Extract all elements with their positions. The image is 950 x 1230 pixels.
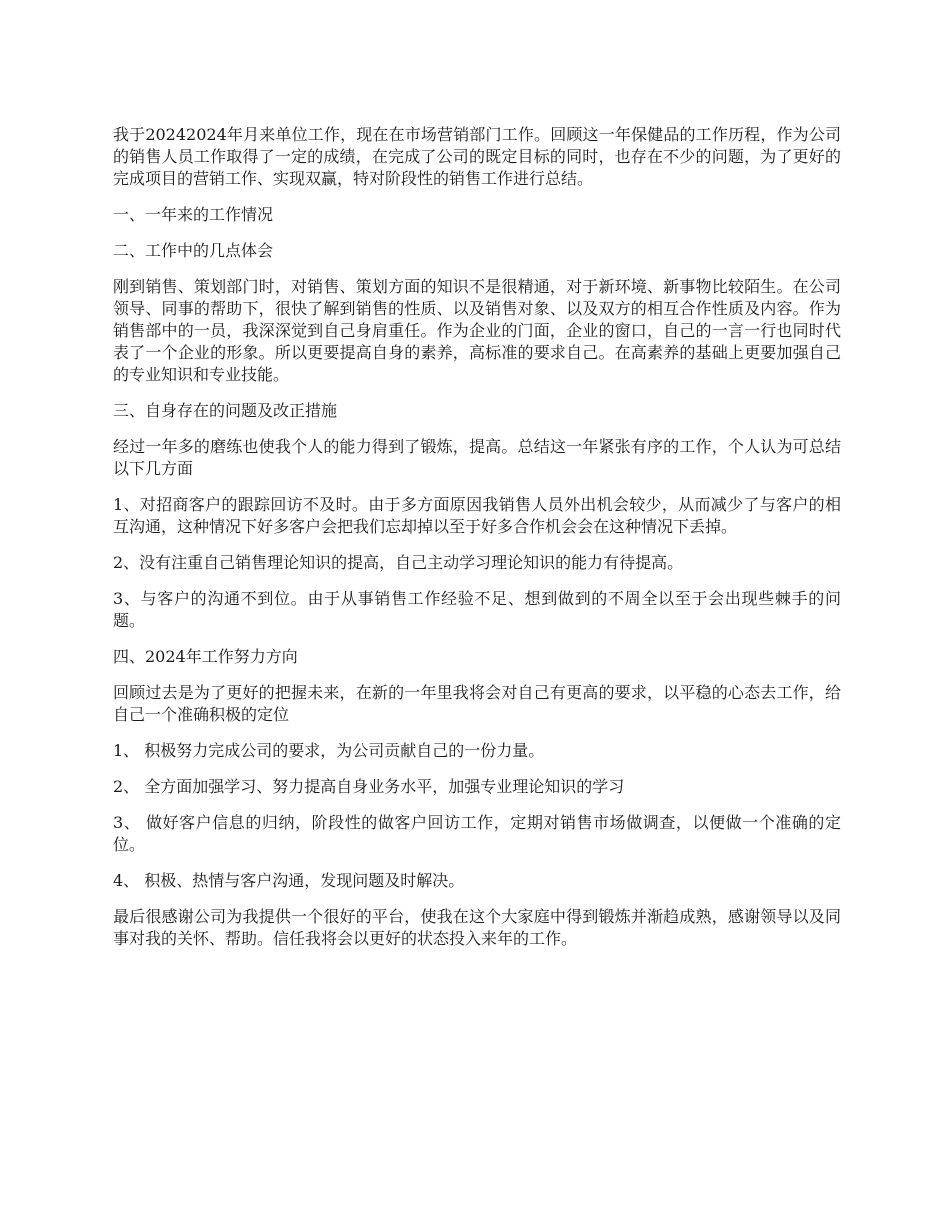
direction-item-4: 4、 积极、热情与客户沟通，发现问题及时解决。 <box>113 871 465 890</box>
direction-item-2: 2、 全方面加强学习、努力提高自身业务水平，加强专业理论知识的学习 <box>113 777 625 796</box>
problem-item-1: 1、对招商客户的跟踪回访不及时。由于多方面原因我销售人员外出机会较少，从而减少了与客户的相互沟通，这种情况下好多客户会把我们忘却掉以至于好多合作机会会在这种情况下丢掉。 <box>113 495 841 536</box>
experience-paragraph: 刚到销售、策划部门时，对销售、策划方面的知识不是很精通，对于新环境、新事物比较陌生。在公司领导、同事的帮助下，很快了解到销售的性质、以及销售对象、以及双方的相互合作性质及内容。作为销售部中的一员，我深深觉到自己身肩重任。作为企业的门面，企业的窗口，自己的一言一行也同时代表了一个企业的形象。所以更要提高自身的素养，高标准的要求自己。在高素养的基础上更要加强自己的专业知识和专业技能。 <box>113 277 841 384</box>
intro-paragraph: 我于20242024年月来单位工作，现在在市场营销部门工作。回顾这一年保健品的工作历程，作为公司的销售人员工作取得了一定的成绩，在完成了公司的既定目标的同时，也存在不少的问题，为了更好的完成项目的营销工作、实现双赢，特对阶段性的销售工作进行总结。 <box>113 125 841 188</box>
problems-intro-paragraph: 经过一年多的磨练也使我个人的能力得到了锻炼，提高。总结这一年紧张有序的工作，个人认为可总结以下几方面 <box>113 437 841 478</box>
direction-item-1: 1、 积极努力完成公司的要求，为公司贡献自己的一份力量。 <box>113 741 545 760</box>
document-body <box>113 124 841 964</box>
section-heading-work-status: 一、一年来的工作情况 <box>113 205 274 224</box>
problem-item-3: 3、与客户的沟通不到位。由于从事销售工作经验不足、想到做到的不周全以至于会出现些棘手的问题。 <box>113 589 841 630</box>
problem-item-2: 2、没有注重自己销售理论知识的提高，自己主动学习理论知识的能力有待提高。 <box>113 553 684 572</box>
direction-intro-paragraph: 回顾过去是为了更好的把握未来，在新的一年里我将会对自己有更高的要求，以平稳的心态去工作，给自己一个准确积极的定位 <box>113 683 841 724</box>
closing-paragraph: 最后很感谢公司为我提供一个很好的平台，使我在这个大家庭中得到锻炼并渐趋成熟，感谢领导以及同事对我的关怀、帮助。信任我将会以更好的状态投入来年的工作。 <box>113 907 841 948</box>
section-heading-experience: 二、工作中的几点体会 <box>113 241 274 260</box>
section-heading-direction: 四、2024年工作努力方向 <box>113 647 298 666</box>
direction-item-3: 3、 做好客户信息的归纳，阶段性的做客户回访工作，定期对销售市场做调查，以便做一个准确的定位。 <box>113 813 841 854</box>
section-heading-problems: 三、自身存在的问题及改正措施 <box>113 401 338 420</box>
